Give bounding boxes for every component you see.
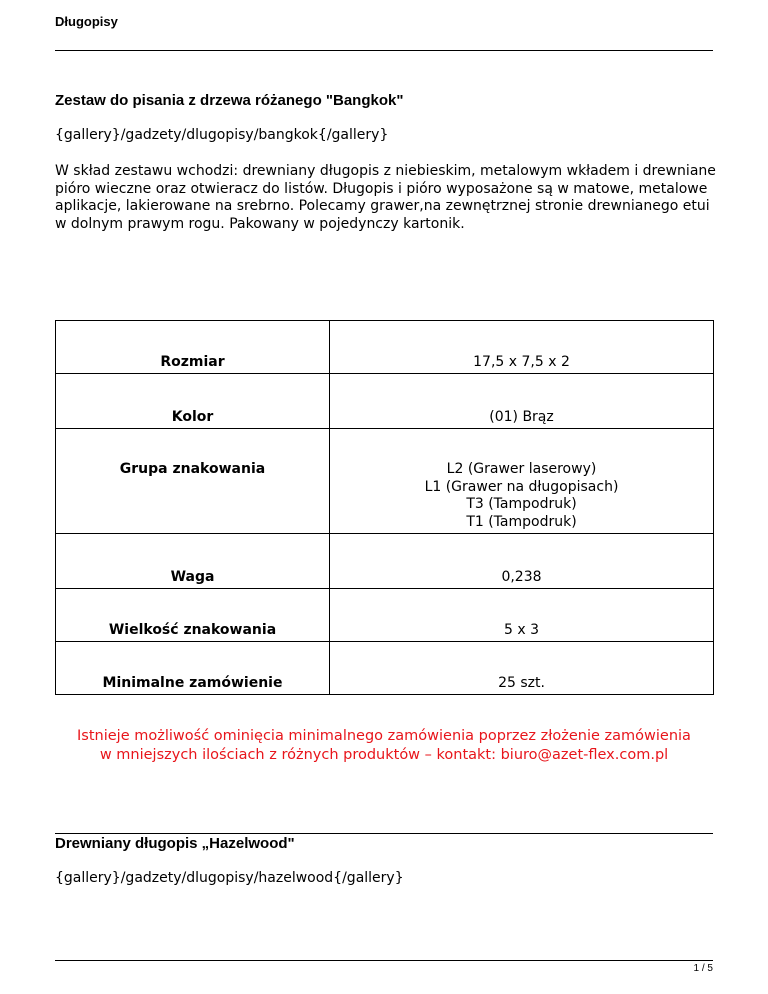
- spec-row-size: [56, 321, 714, 374]
- marking-option: T3 (Tampodruk): [466, 496, 577, 512]
- spec-value-list: [330, 429, 714, 534]
- spec-table: [55, 320, 714, 695]
- spec-row-color: [56, 374, 714, 429]
- marking-option: L1 (Grawer na długopisach): [424, 478, 619, 495]
- spec-row-min-order: [56, 642, 714, 695]
- footer-divider: [55, 960, 713, 961]
- gallery-placeholder-bangkok: {gallery}/gadzety/dlugopisy/bangkok{/gallery}: [55, 127, 389, 143]
- spec-value: 25 szt.: [330, 642, 714, 695]
- spec-label: Kolor: [56, 374, 330, 429]
- spec-row-marking-group: [56, 429, 714, 534]
- page-header-title: Długopisy: [55, 14, 118, 29]
- marking-option: L2 (Grawer laserowy): [446, 461, 597, 477]
- notice-line: w mniejszych ilościach z różnych produktów – kontakt: biuro@azet-flex.com.pl: [99, 747, 669, 763]
- spec-value: 17,5 x 7,5 x 2: [330, 321, 714, 374]
- marking-option: T1 (Tampodruk): [466, 513, 577, 530]
- spec-label: Grupa znakowania: [56, 429, 330, 534]
- product-title-bangkok: Zestaw do pisania z drzewa różanego "Bangkok": [55, 92, 404, 109]
- min-order-notice: [45, 727, 723, 765]
- section-divider: [55, 833, 713, 834]
- product-description-bangkok: W skład zestawu wchodzi: drewniany długopis z niebieskim, metalowym wkładem i drewniane pióro wieczne oraz otwieracz do listów. Długopis i pióro wyposażone są w matowe, metalowe aplikacje, lakierowane na srebrno. Polecamy grawer,na zewnętrznej stronie drewnianego etui w dolnym prawym rogu. Pakowany w pojedynczy kartonik.: [55, 163, 716, 232]
- spec-value: 0,238: [330, 534, 714, 589]
- spec-row-marking-size: [56, 589, 714, 642]
- spec-value: 5 x 3: [330, 589, 714, 642]
- spec-value: (01) Brąz: [330, 374, 714, 429]
- page-number: 1 / 5: [693, 963, 713, 974]
- spec-label: Wielkość znakowania: [56, 589, 330, 642]
- spec-label: Waga: [56, 534, 330, 589]
- spec-label: Rozmiar: [56, 321, 330, 374]
- spec-row-weight: [56, 534, 714, 589]
- product-title-hazelwood: Drewniany długopis „Hazelwood": [55, 835, 295, 852]
- gallery-placeholder-hazelwood: {gallery}/gadzety/dlugopisy/hazelwood{/gallery}: [55, 870, 404, 886]
- header-divider: [55, 50, 713, 51]
- spec-label: Minimalne zamówienie: [56, 642, 330, 695]
- notice-line: Istnieje możliwość ominięcia minimalnego zamówienia poprzez złożenie zamówienia: [77, 728, 691, 744]
